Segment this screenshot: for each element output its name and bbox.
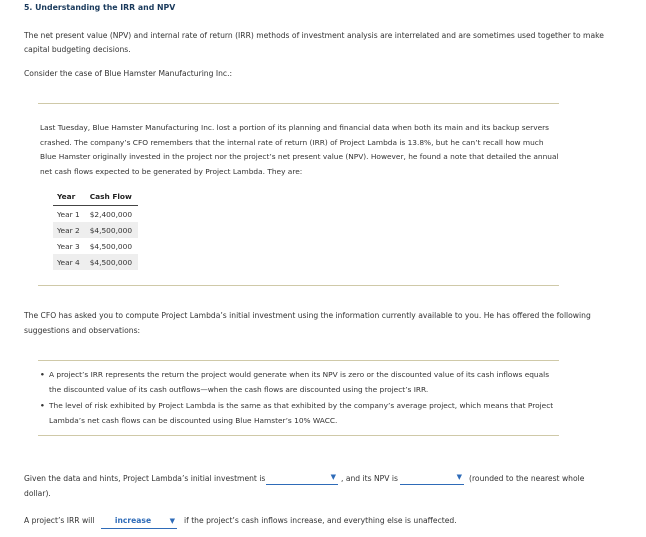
year-cell: Year 3: [57, 241, 80, 251]
chevron-down-icon: ▼: [169, 517, 175, 525]
initial-investment-dropdown[interactable]: [266, 472, 338, 485]
section-title: 5. Understanding the IRR and NPV: [24, 3, 176, 12]
hints-list: [40, 368, 560, 430]
npv-dropdown[interactable]: [400, 472, 464, 485]
cash-cell: $4,500,000: [86, 254, 138, 270]
hint-text: A project’s IRR represents the return the project would generate when its NPV is zero or the discounted value of its cash inflows equals the discounted value of its cash outflows—when the cash flows are discounted using the project’s IRR.: [49, 370, 550, 394]
bullet-icon: •: [40, 401, 45, 411]
table-row: [53, 238, 138, 254]
table-row: [53, 206, 138, 223]
divider-top-scenario: [38, 103, 559, 104]
list-item: [40, 399, 560, 428]
divider-bottom-hints: [38, 435, 559, 436]
cash-cell: $4,500,000: [89, 241, 133, 251]
cash-cell: $2,400,000: [89, 209, 133, 219]
bullet-icon: •: [40, 370, 45, 379]
question-1-text-b: , and its NPV is: [341, 474, 398, 483]
year-cell: Year 4: [53, 254, 86, 270]
table-row: [53, 254, 138, 270]
list-item: [40, 368, 560, 397]
scenario-paragraph: Last Tuesday, Blue Hamster Manufacturing Inc. lost a portion of its planning and financial data when both its main and its backup servers crashed. The company’s CFO remembers that the internal rate of return (IRR) of Project Lambda is 13.8%, but he can’t recall how much Blue Hamster originally invested in the project nor the project’s net present value (NPV). However, he found a note that detailed the annual net cash flows expected to be generated by Project Lambda. They are:: [40, 123, 559, 176]
question-1-text-c: (rounded to the nearest whole: [469, 474, 585, 483]
year-cell: Year 1: [57, 209, 80, 219]
question-1-text-d: dollar).: [24, 489, 51, 498]
divider-bottom-scenario: [38, 285, 559, 286]
cash-cell: $4,500,000: [86, 222, 138, 238]
hint-text: The level of risk exhibited by Project Lambda is the same as that exhibited by the company’s average project, which means that Project Lambda’s net cash flows can be discounted using Blue Hamster’s 10% WACC.: [49, 401, 554, 425]
year-cell: Year 2: [53, 222, 86, 238]
intro-paragraph: The net present value (NPV) and internal rate of return (IRR) methods of investment analysis are interrelated and are sometimes used together to make capital budgeting decisions.: [24, 31, 604, 54]
cfo-request-paragraph: The CFO has asked you to compute Project Lambda’s initial investment using the information currently available to you. He has offered the following suggestions and observations:: [24, 311, 591, 335]
table-row: [53, 222, 138, 238]
irr-change-dropdown[interactable]: [101, 516, 177, 529]
chevron-down-icon: ▼: [456, 473, 462, 481]
question-2-text-b: if the project’s cash inflows increase, and everything else is unaffected.: [184, 516, 457, 525]
question-1-text-a: Given the data and hints, Project Lambda’s initial investment is: [24, 474, 266, 483]
table-header-row: [53, 191, 138, 206]
cash-flow-header: Cash Flow: [86, 191, 138, 206]
divider-top-hints: [38, 360, 559, 361]
dropdown-value: increase: [114, 516, 152, 525]
cash-flow-table: [53, 191, 138, 270]
question-2-text-a: A project’s IRR will: [24, 516, 95, 525]
consider-text: Consider the case of Blue Hamster Manufacturing Inc.:: [24, 69, 233, 78]
year-header: Year: [53, 191, 86, 206]
chevron-down-icon: ▼: [330, 473, 336, 481]
